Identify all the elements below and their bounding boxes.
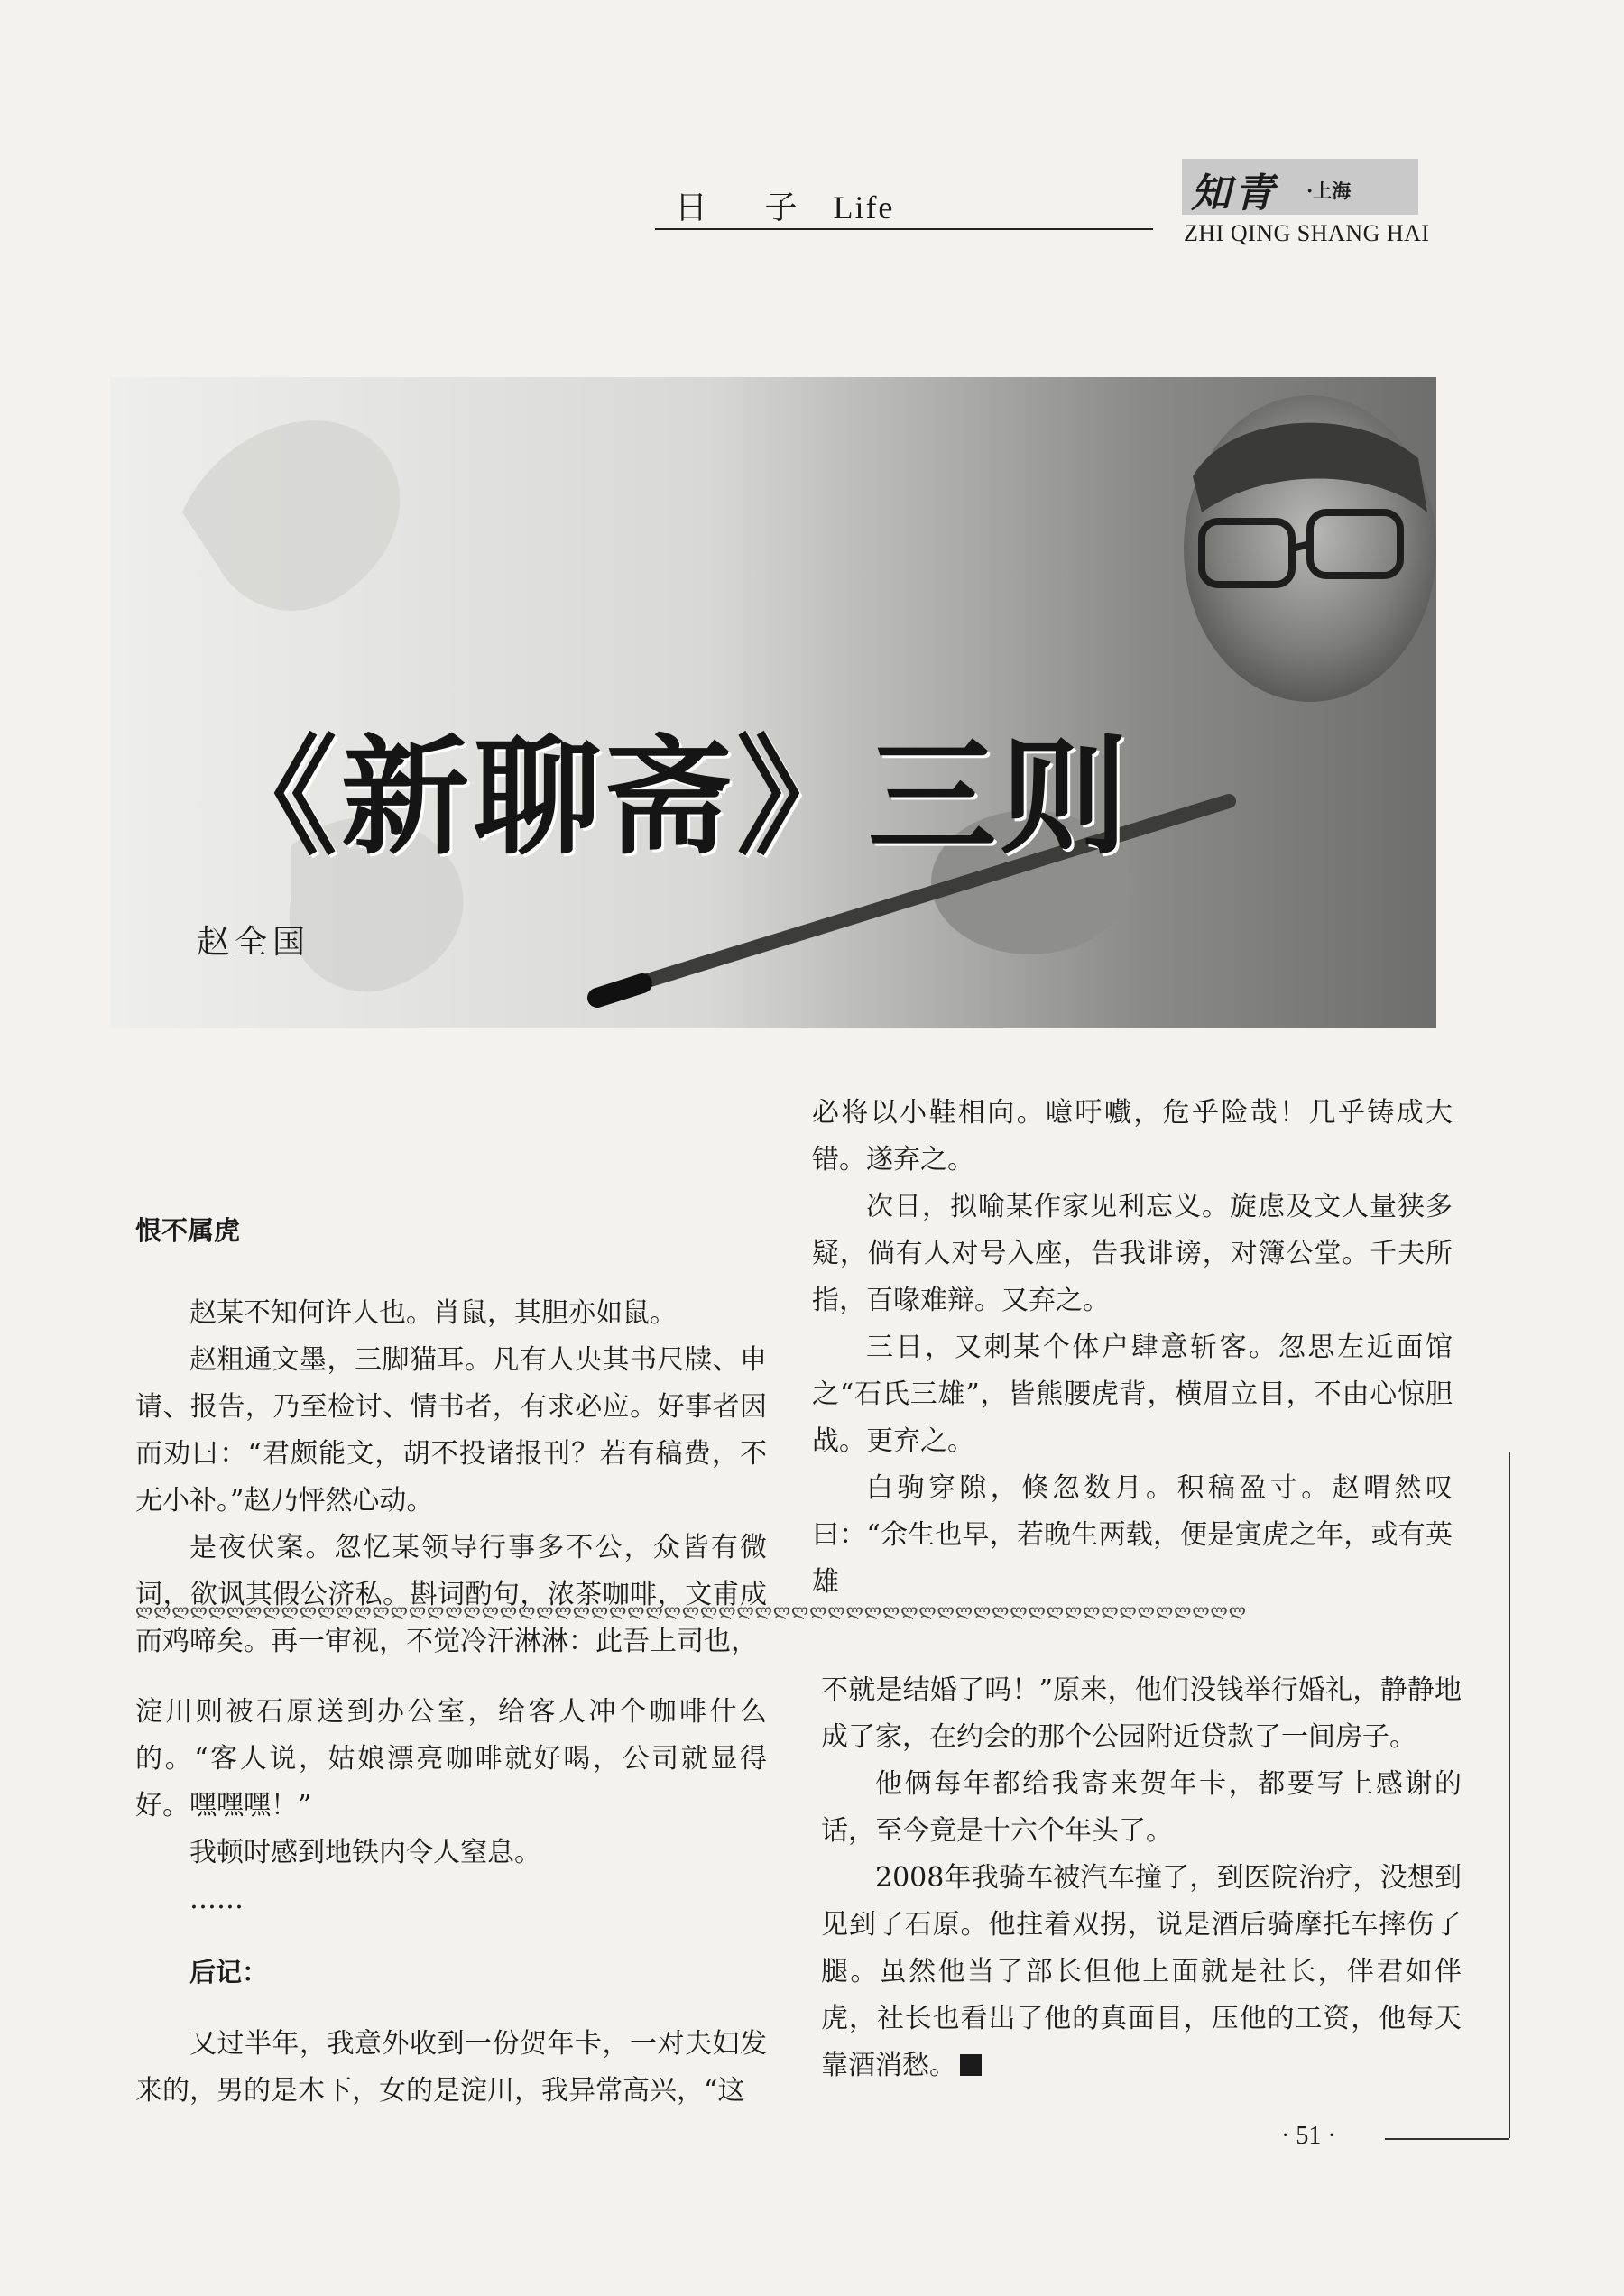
story1-left-column bbox=[135, 1207, 767, 1665]
postscript-heading: 后记： bbox=[189, 1957, 269, 1987]
paragraph: 又过半年，我意外收到一份贺年卡，一对夫妇发来的，男的是木下，女的是淀川，我异常高兴，“这 bbox=[135, 2028, 767, 2107]
magazine-pinyin: ZHI QING SHANG HAI bbox=[1184, 220, 1430, 246]
paragraph: 是夜伏案。忽忆某领导行事多不公，众皆有微词，欲讽其假公济私。斟词酌句，浓茶咖啡，文甫成而鸡啼矣。再一审视，不觉冷汗淋淋：此吾上司也， bbox=[135, 1532, 767, 1657]
paragraph: 我顿时感到地铁内令人窒息。 bbox=[189, 1837, 541, 1868]
page-number: · 51 · bbox=[1281, 2122, 1336, 2150]
paragraph: 白驹穿隙，倏忽数月。积稿盈寸。赵喟然叹曰：“余生也早，若晚生两载，便是寅虎之年，或有英雄 bbox=[812, 1472, 1453, 1598]
section-title-cn: 日 子 bbox=[675, 189, 821, 226]
paragraph: …… bbox=[189, 1884, 244, 1915]
story2-right-column bbox=[821, 1667, 1462, 2089]
article-author: 赵全国 bbox=[197, 924, 311, 961]
paragraph: 不就是结婚了吗！”原来，他们没钱举行婚礼，静静地成了家，在约会的那个公园附近贷款了一间房子。 bbox=[821, 1674, 1462, 1753]
magazine-city: ·上海 bbox=[1306, 180, 1352, 202]
end-of-article-mark bbox=[960, 2054, 982, 2076]
section-title-en: Life bbox=[833, 189, 895, 226]
calligraphy-shape bbox=[182, 420, 400, 611]
footer-rule bbox=[1385, 2138, 1509, 2140]
column-rule bbox=[1509, 1452, 1510, 2138]
paragraph bbox=[821, 1855, 1462, 2089]
magazine-logo: 知青 bbox=[1191, 171, 1278, 217]
paragraph: 他俩每年都给我寄来贺年卡，都要写上感谢的话，至今竟是十六个年头了。 bbox=[821, 1768, 1462, 1847]
paragraph: 三日，又刺某个体户肆意斩客。忽思左近面馆之“石氏三雄”，皆熊腰虎背，横眉立目，不由心惊胆战。更弃之。 bbox=[812, 1332, 1453, 1457]
ornamental-divider: ლლლლლლლლლლლლლლლლლლლლლლლლლლლლლლლლლლლლლლლლლლლლლლლლლლლლლლლლლლლლლ bbox=[135, 1601, 1247, 1620]
story1-right-column bbox=[812, 1090, 1453, 1606]
article-title: 《新聊斋》三则 bbox=[209, 724, 1131, 872]
paragraph: 赵某不知何许人也。肖鼠，其胆亦如鼠。 bbox=[189, 1297, 677, 1329]
paragraph: 赵粗通文墨，三脚猫耳。凡有人央其书尺牍、申请、报告，乃至检讨、情书者，有求必应。好事者因而劝曰：“君颇能文，胡不投诸报刊？若有稿费，不无小补。”赵乃怦然心动。 bbox=[135, 1344, 767, 1517]
story1-heading: 恨不属虎 bbox=[135, 1215, 241, 1246]
section-title bbox=[675, 182, 894, 228]
paragraph: 淀川则被石原送到办公室，给客人冲个咖啡什么的。“客人说，姑娘漂亮咖啡就好喝，公司就显得好。嘿嘿嘿！” bbox=[135, 1696, 767, 1821]
paragraph-text: 2008年我骑车被汽车撞了，到医院治疗，没想到见到了石原。他拄着双拐，说是酒后骑摩托车摔伤了腿。虽然他当了部长但他上面就是社长，伴君如伴虎，社长也看出了他的真面目，压他的工资，他每天靠酒消愁。 bbox=[821, 1862, 1462, 2081]
title-banner bbox=[110, 377, 1436, 1028]
calligraphy-brush-tip bbox=[597, 983, 642, 998]
header-rule bbox=[655, 228, 1153, 230]
story2-left-column bbox=[135, 1689, 767, 2115]
paragraph: 次日，拟喻某作家见利忘义。旋虑及文人量狭多疑，倘有人对号入座，告我诽谤，对簿公堂。千夫所指，百喙难辩。又弃之。 bbox=[812, 1191, 1453, 1316]
paragraph: 必将以小鞋相向。噫吁嚱，危乎险哉！几乎铸成大错。遂弃之。 bbox=[812, 1097, 1453, 1176]
